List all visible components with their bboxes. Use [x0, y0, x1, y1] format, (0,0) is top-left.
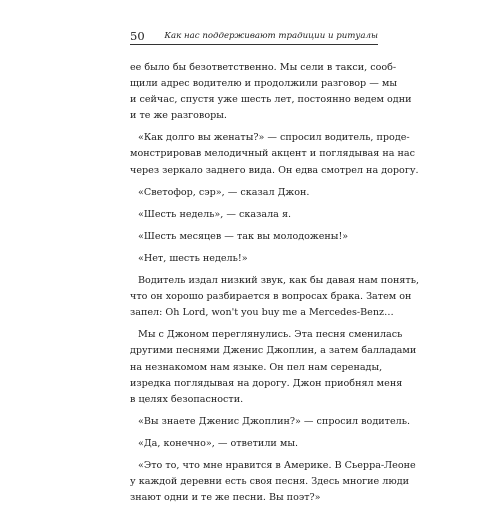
text-line: щили адрес водителю и продолжили разговор — мы	[130, 78, 397, 90]
text-line: на незнакомом нам языке. Он пел нам серенады,	[130, 361, 383, 373]
paragraph	[130, 60, 412, 124]
page-number: 50	[130, 29, 145, 43]
paragraph	[130, 273, 420, 321]
paragraph	[130, 251, 378, 267]
paragraph	[130, 207, 378, 223]
text-line: «Вы знаете Дженис Джоплин?» — спросил водитель.	[138, 415, 410, 427]
text-line: «Это то, что мне нравится в Америке. В Сьерра-Леоне	[138, 459, 416, 471]
text-line: что он хорошо разбирается в вопросах брака. Затем он	[130, 291, 412, 303]
text-line: знают одни и те же песни. Вы поэт?»	[130, 492, 321, 504]
text-line: у каждой деревни есть своя песня. Здесь многие люди	[130, 476, 410, 488]
paragraph	[130, 414, 410, 430]
text-line: «Светофор, сэр», — сказал Джон.	[138, 186, 310, 198]
paragraph	[130, 229, 378, 245]
text-line: «Как долго вы женаты?» — спросил водитель, проде-	[138, 132, 410, 144]
page-header	[130, 30, 378, 45]
paragraph	[130, 185, 378, 201]
body-text	[130, 60, 420, 512]
text-line: и те же разговоры.	[130, 110, 227, 122]
paragraph	[130, 130, 419, 178]
text-line: в целях безопасности.	[130, 393, 244, 405]
paragraph	[130, 458, 416, 506]
text-line: «Шесть недель», — сказала я.	[138, 208, 292, 220]
text-line: Водитель издал низкий звук, как бы давая нам понять,	[138, 275, 420, 287]
text-line: другими песнями Дженис Джоплин, а затем балладами	[130, 345, 417, 357]
text-line: «Шесть месяцев — так вы молодожены!»	[138, 230, 349, 242]
text-line: запел: Oh Lord, won't you buy me a Mercedes-Benz…	[130, 307, 394, 319]
text-line: изредка поглядывая на дорогу. Джон приобнял меня	[130, 377, 403, 389]
text-line: и сейчас, спустя уже шесть лет, постоянно ведем одни	[130, 94, 412, 106]
paragraph	[130, 436, 378, 452]
text-line: Мы с Джоном переглянулись. Эта песня сменилась	[138, 329, 403, 341]
paragraph	[130, 327, 417, 407]
text-line: «Да, конечно», — ответили мы.	[138, 437, 299, 449]
text-line: монстрировав мелодичный акцент и поглядывая на нас	[130, 148, 415, 160]
text-line: через зеркало заднего вида. Он едва смотрел на дорогу.	[130, 164, 419, 176]
text-line: «Нет, шесть недель!»	[138, 252, 248, 264]
text-line: ее было бы безответственно. Мы сели в такси, сооб-	[130, 62, 397, 73]
running-head: Как нас поддерживают традиции и ритуалы	[164, 31, 378, 41]
